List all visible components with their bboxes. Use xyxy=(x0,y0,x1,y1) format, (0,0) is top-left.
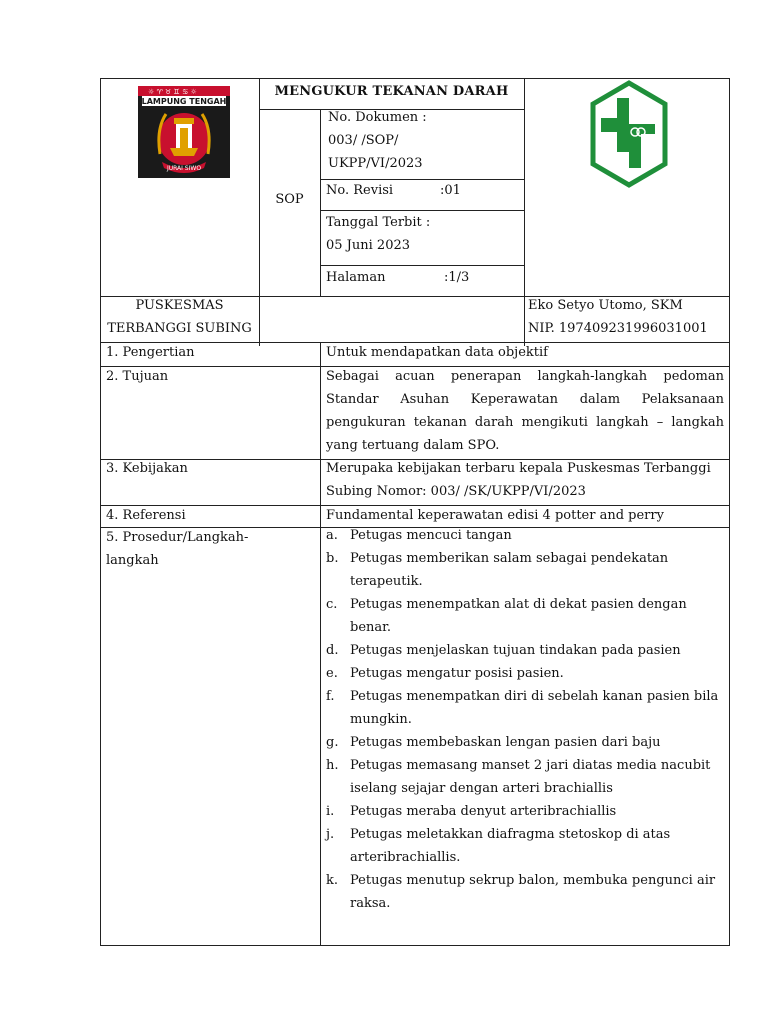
sop-label: SOP xyxy=(275,192,304,207)
puskesmas-logo xyxy=(589,80,669,188)
doc-number-value: UKPP/VI/2023 xyxy=(328,156,423,171)
step-mark: i. xyxy=(326,804,335,819)
step-mark: f. xyxy=(326,689,335,704)
list-item xyxy=(326,685,726,731)
divider xyxy=(320,342,321,946)
doc-number-label: No. Dokumen : xyxy=(328,110,427,125)
list-item xyxy=(326,662,726,685)
org-name: PUSKESMAS xyxy=(135,298,224,313)
list-item xyxy=(326,800,726,823)
lampung-tengah-emblem xyxy=(136,84,232,180)
issue-date-value: 05 Juni 2023 xyxy=(326,238,411,253)
step-mark: a. xyxy=(326,528,338,543)
section-label-pengertian: 1. Pengertian xyxy=(106,345,195,360)
list-item xyxy=(326,731,726,754)
section-label-prosedur: 5. Prosedur/Langkah- xyxy=(106,530,249,545)
step-text: Petugas meraba denyut arteribrachiallis xyxy=(350,804,617,819)
step-mark: k. xyxy=(326,873,339,888)
divider xyxy=(259,78,260,346)
step-text: Petugas membebaskan lengan pasien dari baju xyxy=(350,735,661,750)
signer-nip: NIP. 197409231996031001 xyxy=(528,321,708,336)
page-label: Halaman xyxy=(326,270,386,285)
list-item xyxy=(326,524,726,547)
emblem-icon xyxy=(136,84,232,180)
emblem-banner-text: LAMPUNG TENGAH xyxy=(141,97,227,106)
list-item xyxy=(326,547,726,593)
step-mark: e. xyxy=(326,666,338,681)
list-item xyxy=(326,869,726,915)
revision-label: No. Revisi xyxy=(326,183,394,198)
doc-number-value: 003/ /SOP/ xyxy=(328,133,399,148)
divider xyxy=(320,109,321,297)
step-mark: c. xyxy=(326,597,338,612)
section-label-referensi: 4. Referensi xyxy=(106,508,186,523)
step-mark: j. xyxy=(326,827,335,842)
step-text: Petugas mencuci tangan xyxy=(350,528,512,543)
step-text: Petugas memberikan salam sebagai pendekatan terapeutik. xyxy=(350,551,669,589)
section-content-pengertian: Untuk mendapatkan data objektif xyxy=(326,345,548,360)
page-value: :1/3 xyxy=(444,270,470,285)
step-text: Petugas menempatkan alat di dekat pasien dengan benar. xyxy=(350,597,687,635)
page-title: MENGUKUR TEKANAN DARAH xyxy=(274,84,509,99)
revision-value: :01 xyxy=(440,183,461,198)
list-item xyxy=(326,639,726,662)
step-mark: h. xyxy=(326,758,339,773)
step-text: Petugas menjelaskan tujuan tindakan pada pasien xyxy=(350,643,681,658)
step-mark: b. xyxy=(326,551,339,566)
step-text: Petugas menempatkan diri di sebelah kanan pasien bila mungkin. xyxy=(350,689,719,727)
divider xyxy=(524,78,525,346)
puskesmas-logo-icon xyxy=(589,80,669,188)
step-text: Petugas memasang manset 2 jari diatas media nacubit iselang sejajar dengan arteri brachiallis xyxy=(350,758,711,796)
emblem-motto-text: JURAI SIWO xyxy=(166,165,202,172)
step-mark: g. xyxy=(326,735,339,750)
step-text: Petugas meletakkan diafragma stetoskop di atas arteribrachiallis. xyxy=(350,827,671,865)
list-item xyxy=(326,754,726,800)
step-text: Petugas mengatur posisi pasien. xyxy=(350,666,564,681)
section-content-referensi: Fundamental keperawatan edisi 4 potter and perry xyxy=(326,508,664,523)
section-label-tujuan: 2. Tujuan xyxy=(106,369,169,384)
svg-text:☼ ♈ ♉ ♊ ♋ ☼: ☼ ♈ ♉ ♊ ♋ ☼ xyxy=(148,88,197,96)
section-content-tujuan: Sebagai acuan penerapan langkah-langkah pedoman Standar Asuhan Keperawatan dalam Pelaksanaan pengukuran tekanan darah mengikuti langkah – langkah yang tertuang dalam SPO. xyxy=(326,369,724,453)
section-label-kebijakan: 3. Kebijakan xyxy=(106,461,188,476)
procedure-steps xyxy=(326,524,726,915)
step-text: Petugas menutup sekrup balon, membuka pengunci air raksa. xyxy=(350,873,716,911)
step-mark: d. xyxy=(326,643,339,658)
list-item xyxy=(326,823,726,869)
list-item xyxy=(326,593,726,639)
issue-date-label: Tanggal Terbit : xyxy=(326,215,431,230)
signer-name: Eko Setyo Utomo, SKM xyxy=(528,298,683,313)
section-label-prosedur: langkah xyxy=(106,553,159,568)
section-content-kebijakan: Merupaka kebijakan terbaru kepala Puskesmas Terbanggi Subing Nomor: 003/ /SK/UKPP/VI/2023 xyxy=(326,461,711,499)
org-name: TERBANGGI SUBING xyxy=(107,321,252,336)
